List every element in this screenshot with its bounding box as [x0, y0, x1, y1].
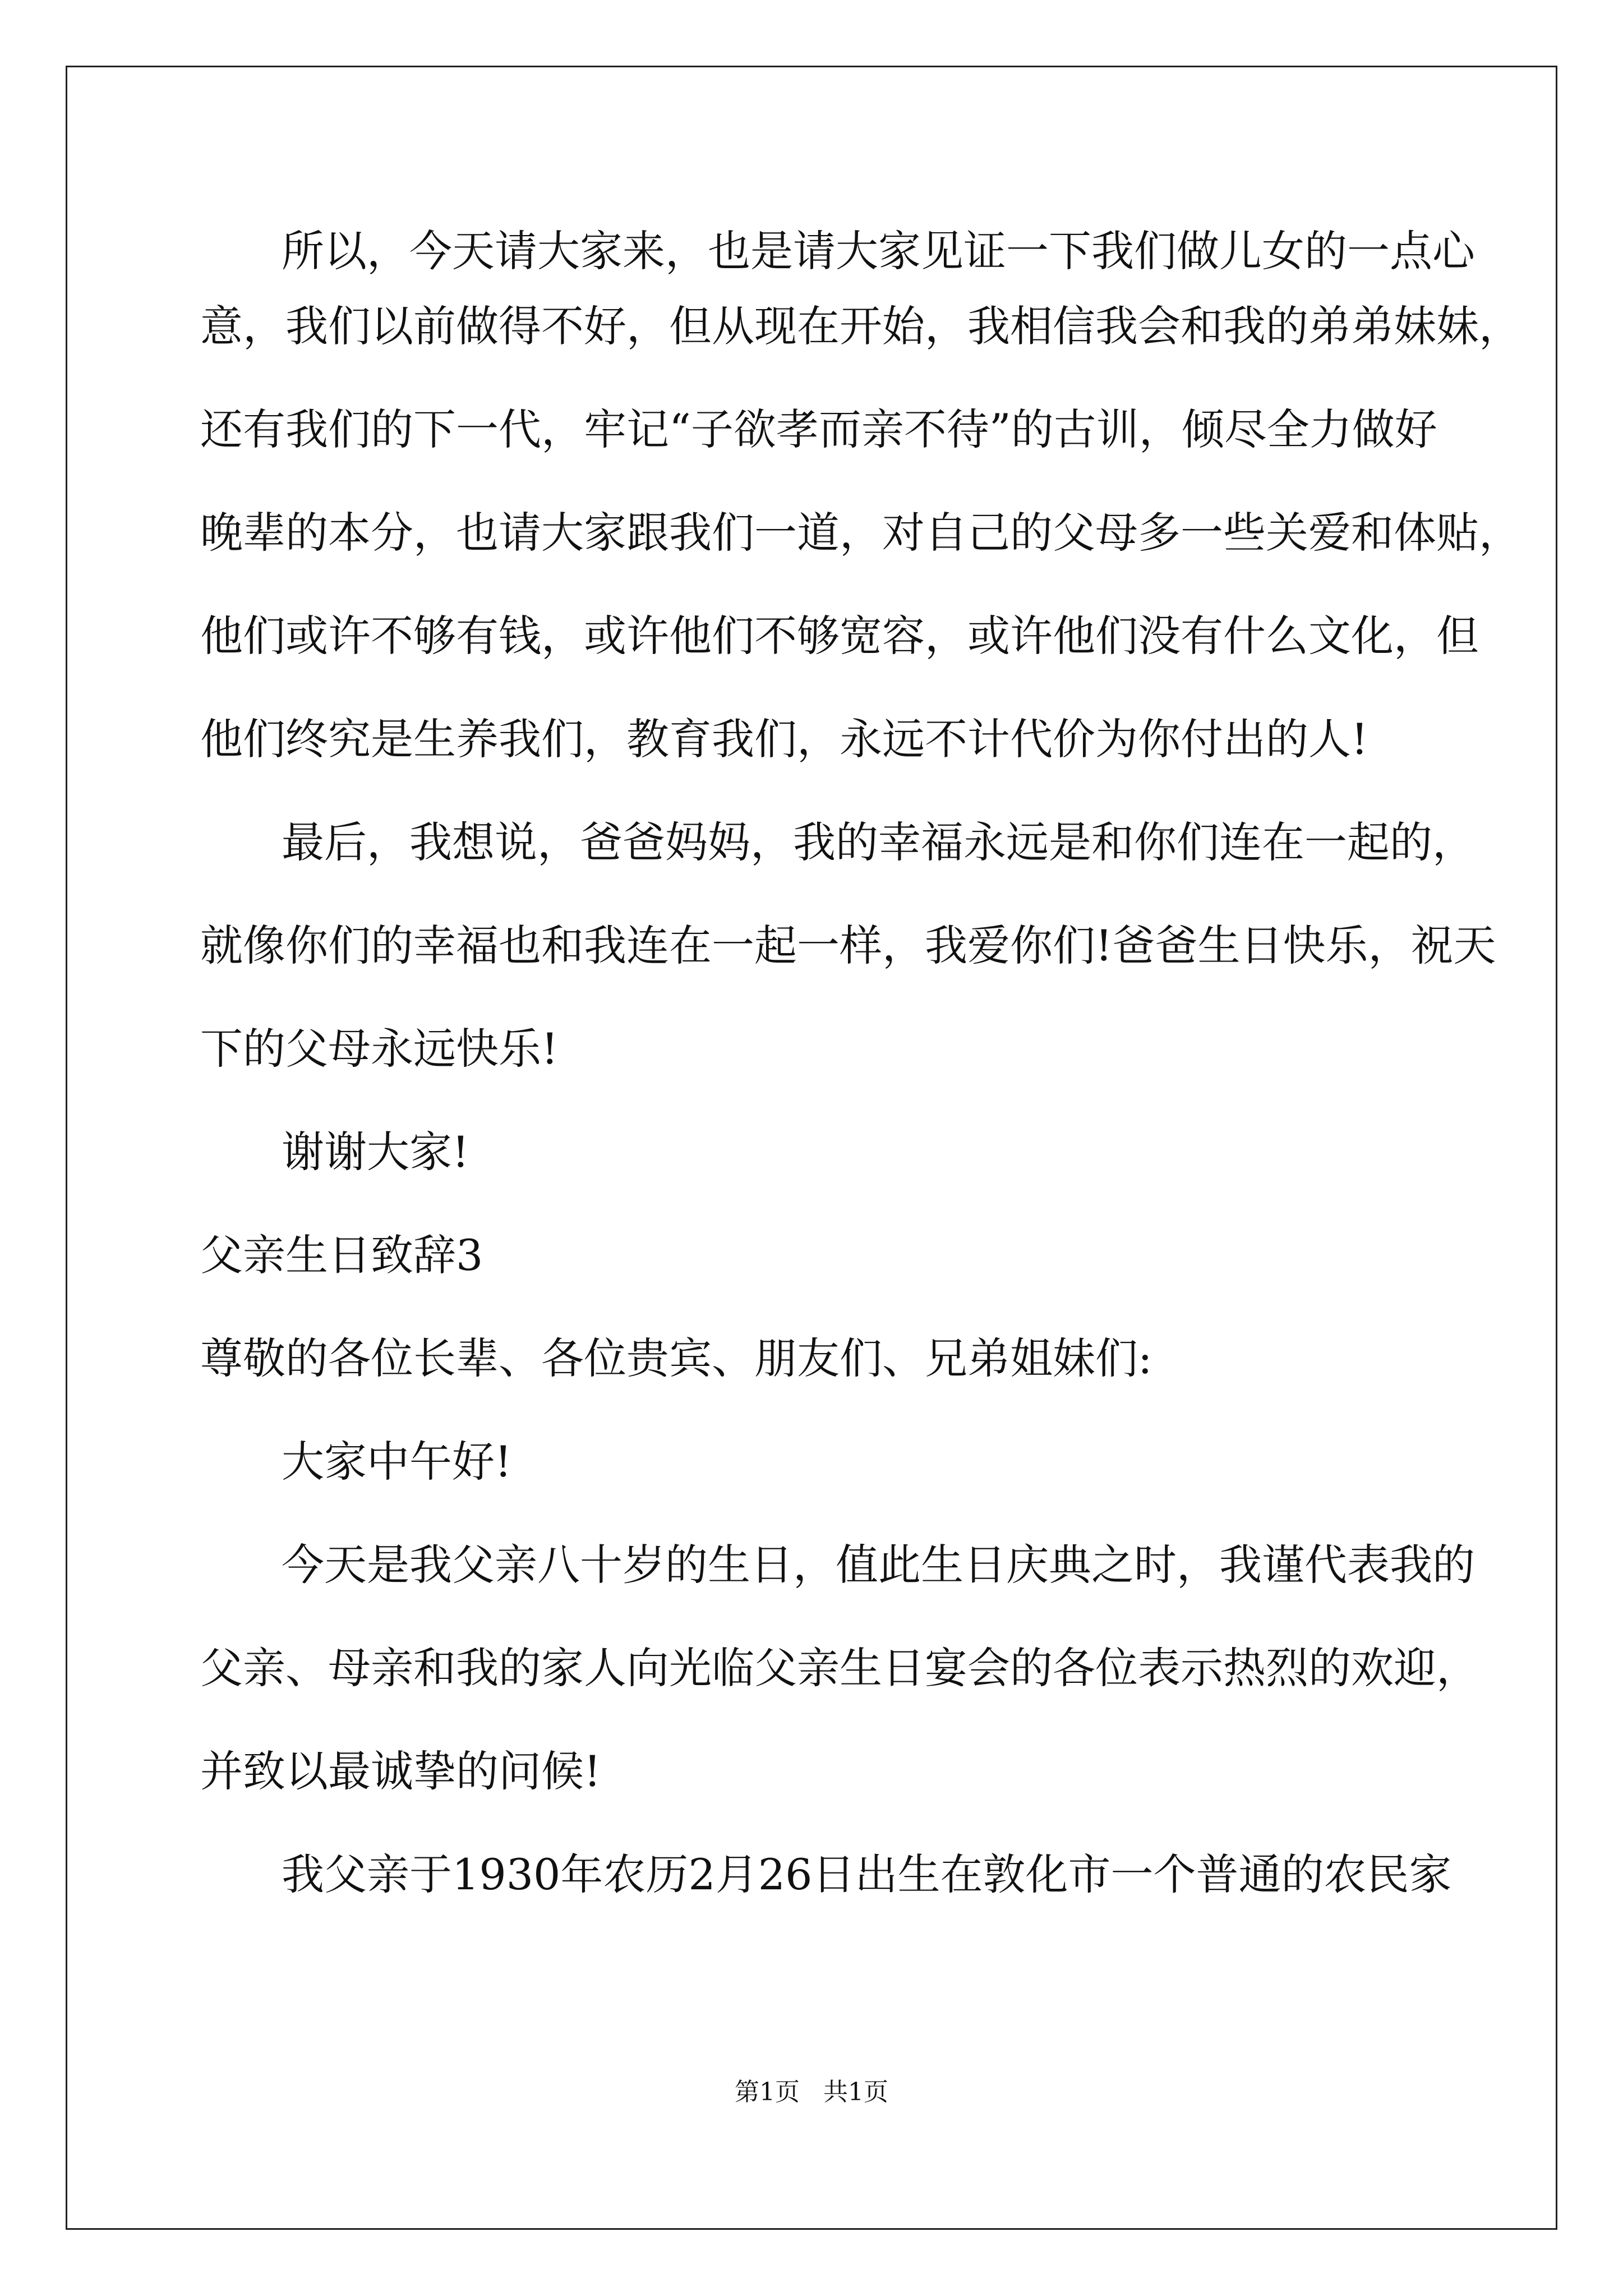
text-line: 他们或许不够有钱，或许他们不够宽容，或许他们没有什么文化，但 [200, 611, 1479, 661]
text-line: 就像你们的幸福也和我连在一起一样，我爱你们!爸爸生日快乐，祝天 [200, 921, 1496, 970]
text-line: 今天是我父亲八十岁的生日，值此生日庆典之时，我谨代表我的 [282, 1540, 1475, 1590]
text-line: 还有我们的下一代，牢记“子欲孝而亲不待”的古训，倾尽全力做好 [200, 404, 1437, 454]
page-footer: 第1页 共1页 [735, 2078, 888, 2106]
text-line: 最后，我想说，爸爸妈妈，我的幸福永远是和你们连在一起的， [282, 817, 1475, 867]
text-line: 谢谢大家! [282, 1127, 469, 1177]
text-line: 意，我们以前做得不好，但从现在开始，我相信我会和我的弟弟妹妹， [200, 301, 1521, 351]
text-line: 他们终究是生养我们，教育我们，永远不计代价为你付出的人! [200, 714, 1368, 764]
section-heading: 父亲生日致辞3 [200, 1230, 483, 1280]
text-line: 并致以最诚挚的问候! [200, 1746, 601, 1796]
text-line: 我父亲于1930年农历2月26日出生在敦化市一个普通的农民家 [282, 1849, 1452, 1899]
text-line: 所以，今天请大家来，也是请大家见证一下我们做儿女的一点心 [282, 226, 1475, 276]
text-line: 大家中午好! [282, 1437, 512, 1487]
text-line: 父亲、母亲和我的家人向光临父亲生日宴会的各位表示热烈的欢迎， [200, 1643, 1479, 1693]
text-line: 下的父母永远快乐! [200, 1024, 559, 1074]
text-line: 尊敬的各位长辈、各位贵宾、朋友们、兄弟姐妹们: [200, 1333, 1152, 1383]
text-line: 晚辈的本分，也请大家跟我们一道，对自己的父母多一些关爱和体贴， [200, 508, 1521, 558]
